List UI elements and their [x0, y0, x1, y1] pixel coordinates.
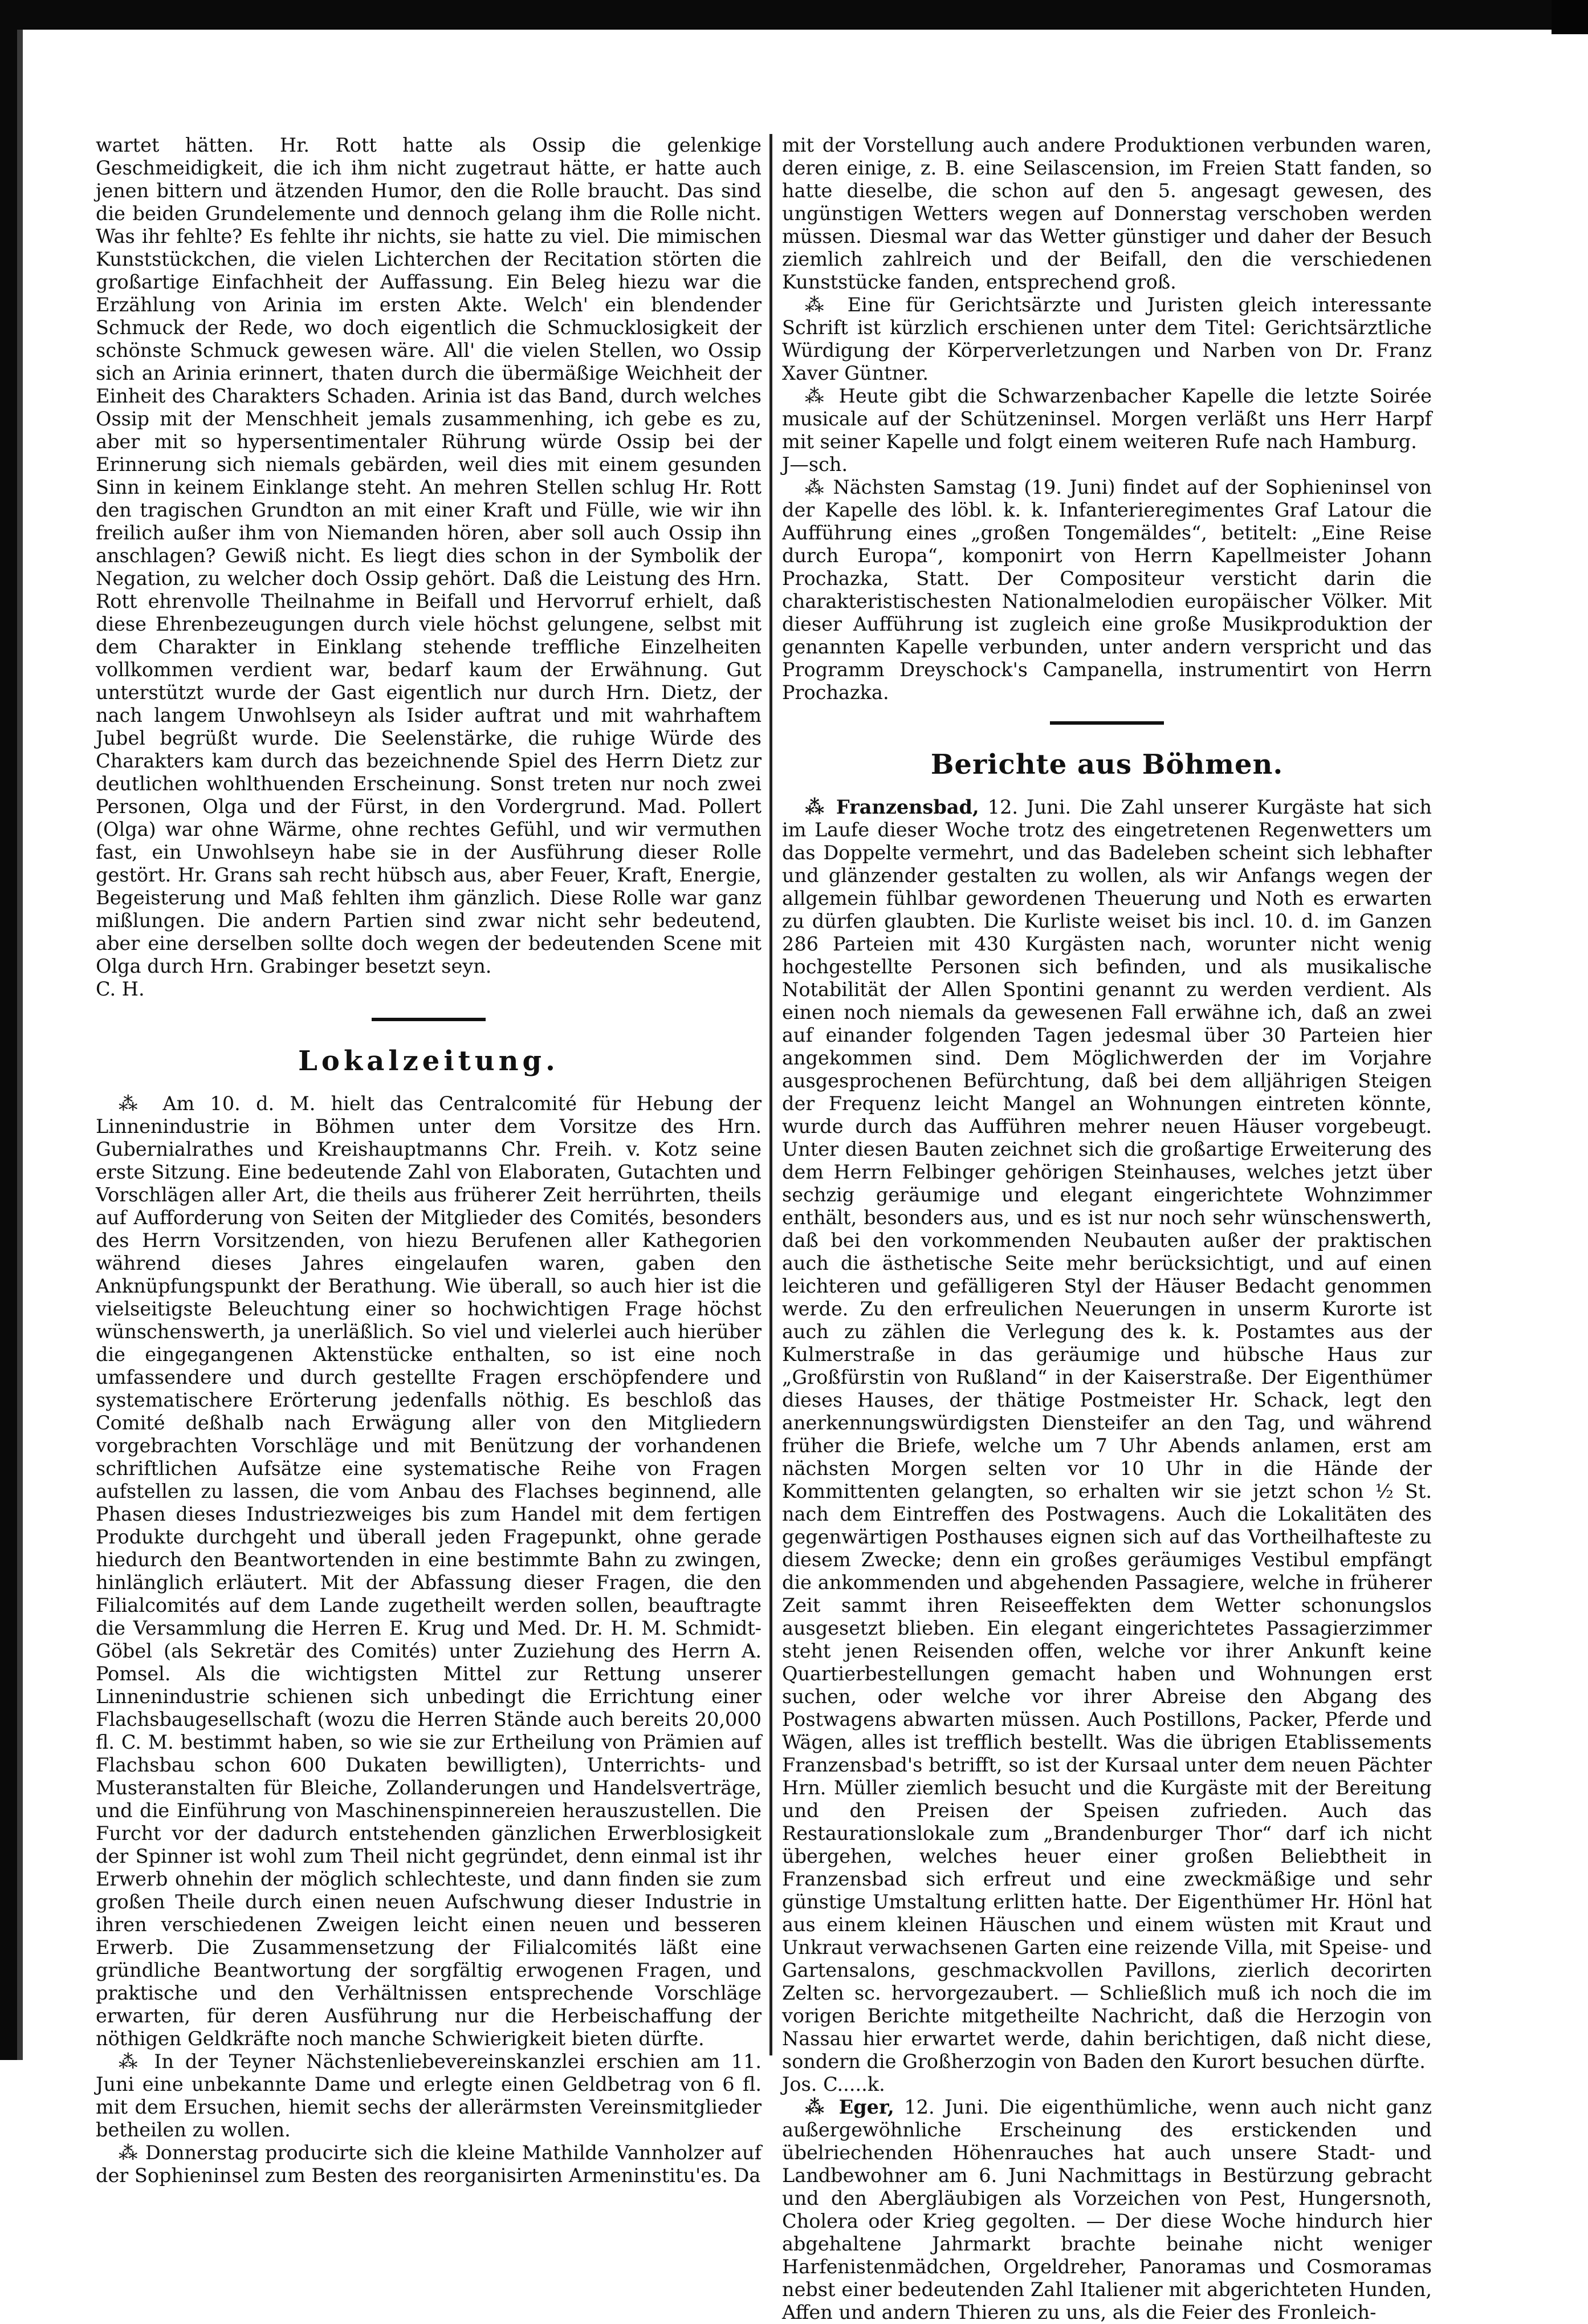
- scan-border-corner: [1552, 0, 1588, 34]
- scan-border-left: [0, 0, 17, 2060]
- tongemaelde-concert-notice: ⁂ Nächsten Samstag (19. Juni) findet auf der Sophieninsel von der Kapelle des löbl. k. k. Infanterieregimentes Graf Latour die Aufführung eines „großen Tongemäldes“, betitelt: „Eine Reise durch Europa“, komponirt von Herrn Kapellmeister Johann Prochazka, Statt. Der Compositeur versticht darin die charakteristischesten Nationalmelodien europäischer Völker. Mit dieser Aufführung ist zugleich eine große Musikproduktion der genannten Kapelle verbunden, unter andern verspricht und das Programm Dreyschock's Campanella, instrumentirt von Herrn Prochazka.: [782, 476, 1432, 704]
- charity-donation-article: ⁂ In der Teyner Nächstenliebevereinskanzlei erschien am 11. Juni eine unbekannte Dame und erlegte einen Geldbetrag von 6 fl. mit dem Ersuchen, hiemit sechs der allerärmsten Vereinsmitglieder betheilen zu wollen.: [96, 2050, 762, 2141]
- eger-report-text: 12. Juni. Die eigenthümliche, wenn auch nicht ganz außergewöhnliche Erscheinung des erstickenden und übelriechenden Höhenrauches hat auch unsere Stadt- und Landbewohner am 6. Juni Nachmittags in Bestürzung gebracht und den Abergläubigen als Vorzeichen von Pest, Hungersnoth, Cholera oder Krieg gegolten. — Der diese Woche hindurch hier abgehaltene Jahrmarkt brachte beinahe nicht weniger Harfenistenmädchen, Orgeldreher, Panoramas und Cosmoramas nebst einer bedeutenden Zahl Italiener mit abgerichteten Hunden, Affen und andern Thieren zu uns, als die Feier des Fronleich-: [782, 2096, 1432, 2323]
- franzensbad-report-signature: Jos. C.....k.: [782, 2073, 885, 2095]
- performance-continued-paragraph: mit der Vorstellung auch andere Produktionen verbunden waren, deren einige, z. B. eine Seilascension, im Freien Statt fanden, so hatte dieselbe, die schon auf den 5. angesagt gewesen, des ungünstigen Wetters wegen auf Donnerstag verschoben werden müssen. Diesmal war das Wetter günstiger und daher der Besuch ziemlich zahlreich und der Beifall, den die verschiedenen Kunststücke fanden, entsprechend groß.: [782, 134, 1432, 293]
- lokalzeitung-heading: Lokalzeitung.: [298, 1045, 559, 1077]
- linenindustry-article: ⁂ Am 10. d. M. hielt das Centralcomité für Hebung der Linnenindustrie in Böhmen unter dem Vorsitze des Hrn. Gubernialrathes und Kreishauptmanns Chr. Freih. v. Kotz seine erste Sitzung. Eine bedeutende Zahl von Elaboraten, Gutachten und Vorschlägen aller Art, die theils aus früherer Zeit herrührten, theils auf Aufforderung von Seiten der Mitglieder des Comités, besonders des Herrn Vorsitzenden, von hiezu Berufenen aller Kathegorien während dieses Jahres eingelaufen waren, gaben den Anknüpfungspunkt der Berathung. Wie überall, so auch hier ist die vielseitigste Beleuchtung einer so hochwichtigen Frage höchst wünschenswerth, ja unerläßlich. So viel und vielerlei auch hierüber die eingegangenen Aktenstücke enthalten, so ist eine noch umfassendere und durch gestellte Fragen erschöpfendere und systematischere Erörterung jedenfalls nöthig. Es beschloß das Comité deßhalb nach Erwägung aller von den Mitgliedern vorgebrachten Vorschläge und mit Benützung der vorhandenen schriftlichen Aufsätze eine systematische Reihe von Fragen aufstellen zu lassen, die vom Anbau des Flachses beginnend, alle Phasen dieses Industriezweiges bis zum Handel mit dem fertigen Produkte durchgeht und überall jeden Fragepunkt, ohne gerade hiedurch den Beantwortenden in eine bestimmte Bahn zu zwingen, hinlänglich erläutert. Mit der Abfassung dieser Fragen, die den Filialcomités auf dem Lande zugetheilt werden sollen, beauftragte die Versammlung die Herren E. Krug und Med. Dr. H. M. Schmidt-Göbel (als Sekretär des Comités) unter Zuziehung des Herrn A. Pomsel. Als die wichtigsten Mittel zur Rettung unserer Linnenindustrie schienen sich unbedingt die Errichtung einer Flachsbaugesellschaft (wozu die Herren Stände auch bereits 20,000 fl. C. M. bestimmt haben, so wie sie zur Ertheilung von Prämien auf Flachsbau schon 600 Dukaten bewilligten), Unterrichts- und Musteranstalten für Bleiche, Zollanderungen und Handelsverträge, und die Einführung von Maschinenspinnereien herauszustellen. Die Furcht vor der dadurch entstehenden gänzlichen Erwerblosigkeit der Spinner ist wohl zum Theil nicht gegründet, denn einmal ist ihr Erwerb ohnehin der möglich schlechteste, und dann finden sie zum großen Theile durch einen neuen Aufschwung dieser Industrie in ihren verschiedenen Zweigen leicht einen neuen und besseren Erwerb. Die Zusammensetzung der Filialcomités läßt eine gründliche Beantwortung der sorgfältig erwogenen Fragen, und praktische und den Verhältnissen entsprechende Vorschläge erwarten, für deren Ausführung nur die Herbeischaffung der nöthigen Geldkräfte noch manche Schwierigkeit bieten dürfte.: [96, 1092, 762, 2050]
- mathilde-performance-article: ⁂ Donnerstag producirte sich die kleine Mathilde Vannholzer auf der Sophieninsel zum Besten des reorganisirten Armeninstitu'es. Da: [96, 2142, 762, 2187]
- eger-dateline: ⁂ Eger,: [805, 2096, 894, 2118]
- franzensbad-report-text: 12. Juni. Die Zahl unserer Kurgäste hat sich im Laufe dieser Woche trotz des eingetretenen Regenwetters um das Doppelte vermehrt, und das Badeleben scheint sich lebhafter und glänzender gestalten zu wollen, als wir Anfangs wegen der allgemein fühlbar gewordenen Theuerung und Noth es erwarten zu dürfen glaubten. Die Kurliste weiset bis incl. 10. d. im Ganzen 286 Parteien mit 430 Kurgästen nach, worunter nicht wenig hochgestellte Personen sich befinden, und als musikalische Notabilität der Allen Spontini genannt zu werden verdient. Als einen noch niemals da gewesenen Fall erwähne ich, daß an zwei auf einander folgenden Tagen jedesmal über 30 Parteien hier angekommen sind. Dem Möglichwerden der im Vorjahre ausgesprochenen Befürchtung, daß bei dem alljährigen Steigen der Frequenz leicht Mangel an Wohnungen eintreten könnte, wurde durch das Aufführen mehrer neuen Häuser vorgebeugt. Unter diesen Bauten zeichnet sich die großartige Erweiterung des dem Herrn Felbinger gehörigen Steinhauses, welches jetzt über sechzig geräumige und elegant eingerichtete Wohnzimmer enthält, besonders aus, und es ist nur noch sehr wünschenswerth, daß bei den vorkommenden Neubauten außer der praktischen auch die ästhetische Seite mehr berücksichtigt, und auf einen leichteren und gefälligeren Styl der Häuser Bedacht genommen werde. Zu den erfreulichen Neuerungen in unserm Kurorte ist auch zu zählen die Verlegung des k. k. Postamtes aus der Kulmerstraße in das geräumige und hübsche Haus zur „Großfürstin von Rußland“ in der Kaiserstraße. Der Eigenthümer dieses Hauses, der thätige Postmeister Hr. Schack, legt den anerkennungswürdigsten Diensteifer an den Tag, und während früher die Briefe, welche um 7 Uhr Abends anlamen, erst am nächsten Morgen selten vor 10 Uhr in die Hände der Kommittenten gelangten, so erhalten wir sie jetzt schon ½ St. nach dem Eintreffen des Postwagens. Auch die Lokalitäten des gegenwärtigen Posthauses eignen sich auf das Vortheilhafteste zu diesem Zwecke; denn ein großes geräumiges Vestibul empfängt die ankommenden und abgehenden Passagiere, welche in früherer Zeit sammt ihren Reiseeffekten dem Wetter schonungslos ausgesetzt blieben. Ein elegant eingerichtetes Passagierzimmer steht jenen Reisenden offen, welche vor ihrer Ankunft keine Quartierbestellungen gemacht haben und Wohnungen erst suchen, oder welche vor ihrer Abreise den Abgang des Postwagens abwarten müssen. Auch Postillons, Packer, Pferde und Wägen, alles ist trefflich bestellt. Was die übrigen Etablissements Franzensbad's betrifft, so ist der Kursaal unter dem neuen Pächter Hrn. Müller ziemlich besucht und die Kurgäste mit der Bereitung und den Preisen der Speisen zufrieden. Auch das Restaurationslokale zum „Brandenburger Thor“ darf ich nicht übergehen, welches heuer einer großen Beliebtheit in Franzensbad sich erfreut und eine zweckmäßige und sehr günstige Umstaltung erlitten hatte. Der Eigenthümer Hr. Hönl hat aus einem kleinen Häuschen und einem wüsten mit Kraut und Unkraut verwachsenen Garten eine reizende Villa, mit Speise- und Gartensalons, geschmackvollen Pavillons, zierlich decorirten Zelten sc. hervorgezaubert. — Schließlich muß ich noch die im vorigen Berichte mitgetheilte Nachricht, daß die Herzogin von Nassau hier erwartet werde, dahin berichtigen, daß nicht diese, sondern die Großherzogin von Baden den Kurort besuchen dürfte.: [782, 796, 1432, 2073]
- berichte-aus-boehmen-heading: Berichte aus Böhmen.: [930, 749, 1284, 781]
- soiree-notice-signature: J—sch.: [782, 453, 848, 476]
- soiree-musicale-notice: ⁂ Heute gibt die Schwarzenbacher Kapelle die letzte Soirée musicale auf der Schützeninsel. Morgen verläßt uns Herr Harpf mit seiner Kapelle und folgt einem weiteren Rufe nach Hamburg.: [782, 385, 1432, 453]
- left-column: [96, 134, 762, 2187]
- theater-review-signature: C. H.: [96, 978, 145, 1000]
- scan-border-left-shadow: [17, 30, 23, 2060]
- column-divider: [769, 134, 772, 2055]
- right-column: [782, 134, 1432, 2324]
- section-divider-rule: [1050, 721, 1164, 725]
- theater-review-paragraph: wartet hätten. Hr. Rott hatte als Ossip die gelenkige Geschmeidigkeit, die ich ihm nicht zugetraut hätte, er hatte auch jenen bittern und ätzenden Humor, den die Rolle braucht. Das sind die beiden Grundelemente und dennoch gelang ihm die Rolle nicht. Was ihr fehlte? Es fehlte ihr nichts, sie hatte zu viel. Die mimischen Kunststückchen, die vielen Lichterchen der Recitation störten die großartige Einfachheit der Auffassung. Ein Beleg hiezu war die Erzählung von Arinia im ersten Akte. Welch' ein blendender Schmuck der Rede, wo doch eigentlich die Schmucklosigkeit der schönste Schmuck gewesen wäre. All' die vielen Stellen, wo Ossip sich an Arinia erinnert, thaten durch die übermäßige Weichheit der Einheit des Charakters Schaden. Arinia ist das Band, durch welches Ossip mit der Menschheit jemals zusammenhing, ich gebe es zu, aber mit so hypersentimentaler Rührung würde Ossip bei der Erinnerung sich niemals gebärden, weil dies mit einem gesunden Sinn in keinem Einklange steht. An mehren Stellen schlug Hr. Rott den tragischen Grundton an mit einer Kraft und Fülle, wie wir ihn freilich außer ihm von Niemanden hören, aber soll auch Ossip ihn anschlagen? Gewiß nicht. Es liegt dies schon in der Symbolik der Negation, zu welcher doch Ossip gehört. Daß die Leistung des Hrn. Rott ehrenvolle Theilnahme in Beifall und Hervorruf erhielt, daß diese Ehrenbezeugungen durch viele höchst gelungene, selbst mit dem Charakter in Einklang stehende treffliche Einzelheiten vollkommen verdient war, bedarf kaum der Erwähnung. Gut unterstützt wurde der Gast eigentlich nur durch Hrn. Dietz, der nach langem Unwohlseyn als Isider auftrat und mit wahrhaftem Jubel begrüßt wurde. Die Seelenstärke, die ruhige Würde des Charakters kam durch das bezeichnende Spiel des Herrn Dietz zur deutlichen wohlthuenden Erscheinung. Sonst treten nur noch zwei Personen, Olga und der Fürst, in den Vordergrund. Mad. Pollert (Olga) war ohne Wärme, ohne rechtes Gefühl, und wir vermuthen fast, ein Unwohlseyn habe sie in der Ausführung dieser Rolle gestört. Hr. Grans sah recht hübsch aus, aber Feuer, Kraft, Energie, Begeisterung und Maß fehlten ihm gänzlich. Diese Rolle war ganz mißlungen. Die andern Partien sind zwar nicht sehr bedeutend, aber eine derselben sollte doch wegen der bedeutenden Scene mit Olga durch Hrn. Grabinger besetzt seyn.: [96, 134, 762, 977]
- franzensbad-dateline: ⁂ Franzensbad,: [805, 796, 979, 818]
- forensic-book-notice: ⁂ Eine für Gerichtsärzte und Juristen gleich interessante Schrift ist kürzlich erschienen unter dem Titel: Gerichtsärztliche Würdigung der Körperverletzungen und Narben von Dr. Franz Xaver Güntner.: [782, 294, 1432, 384]
- section-divider-rule: [372, 1018, 486, 1021]
- franzensbad-report: [782, 796, 1432, 2073]
- scan-border-top: [0, 0, 1588, 30]
- eger-report: [782, 2096, 1432, 2324]
